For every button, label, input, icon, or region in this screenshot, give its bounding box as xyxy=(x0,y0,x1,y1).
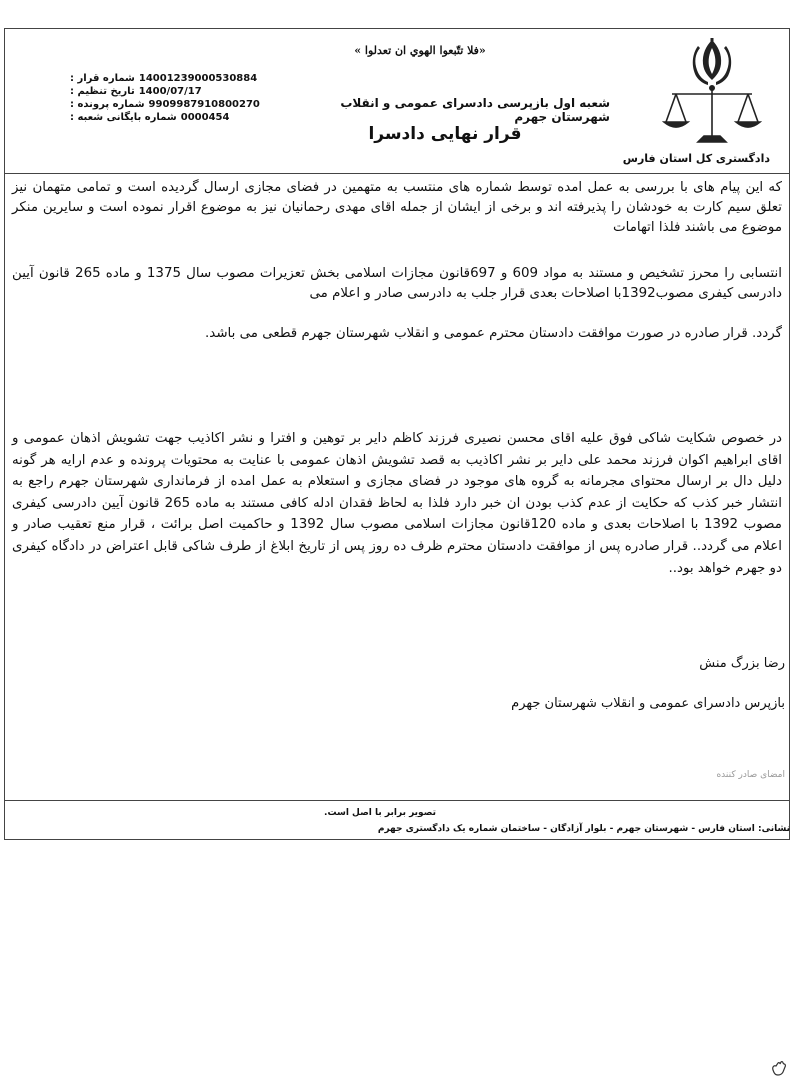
body-paragraph-2: انتسابی را محرز تشخیص و مستند به مواد 609 و 697قانون مجازات اسلامی بخش تعزیرات مصوب سال 1375 و ماده 265 قانون آیین دادرسی کیفری مصوب1392با اصلاحات بعدی قرار جلب به دادرسی صادر و اعلام می xyxy=(12,266,783,301)
signer-name: رضا بزرگ منش xyxy=(699,656,785,671)
meta-label: تاریخ تنظیم : xyxy=(70,86,135,97)
meta-label: شماره قرار : xyxy=(70,73,135,84)
body-paragraph-3: گردد. قرار صادره در صورت موافقت دادستان محترم عمومی و انقلاب شهرستان جهرم قطعی می باشد. xyxy=(205,326,782,341)
meta-row-case-number xyxy=(70,98,270,111)
hand-wave-icon xyxy=(770,1060,788,1076)
signer-title: بازپرس دادسرای عمومی و انقلاب شهرستان جهرم xyxy=(511,696,785,711)
header-divider xyxy=(4,173,790,174)
court-name: دادگستری کل استان فارس xyxy=(622,152,770,165)
copy-certification: تصویر برابر با اصل است. xyxy=(324,808,436,818)
meta-value: 14001239000530884 xyxy=(138,73,258,84)
meta-label: شماره بایگانی شعبه : xyxy=(70,112,177,123)
iran-emblem-scales-icon xyxy=(662,36,762,148)
meta-value: 1400/07/17 xyxy=(138,86,202,97)
document-meta xyxy=(70,72,270,124)
meta-value: 0000454 xyxy=(180,112,230,123)
court-address: نشانی: استان فارس - شهرستان جهرم - بلوار آزادگان - ساختمان شماره یک دادگستری جهرم xyxy=(377,824,790,834)
department-name: شعبه اول بازپرسی دادسرای عمومی و انقلاب شهرستان جهرم xyxy=(340,96,610,124)
meta-row-decision-number xyxy=(70,72,270,85)
meta-value: 9909987910800270 xyxy=(148,99,260,110)
document-title: قرار نهایی دادسرا xyxy=(368,124,522,144)
meta-row-issue-date xyxy=(70,85,270,98)
body-paragraph-4: در خصوص شکایت شاکی فوق علیه اقای محسن نصیری فرزند کاظم دایر بر توهین و افترا و نشر اکاذیب جهت تشویش اذهان عمومی و اقای ابراهیم اکوان فرزند محمد علی دایر بر نشر اکاذیب به قصد تشویش اذهان عمومی با عنایت به محتویات پرونده و عدم ارایه هر گونه دلیل دال بر ارسال محتوای مجرمانه به گروه های موجود در فضای مجازی و استعلام به عمل امده از فرمانداری شهرستان جهرم راجع به انتشار خبر کذب که حکایت از عدم کذب بودن ان خبر دارد فلذا به لحاظ فقدان ادله کافی مستند به ماده 265 قانون آیین دادرسی کیفری مصوب 1392 با اصلاحات بعدی و ماده 120قانون مجازات اسلامی مصوب سال 1392 و حاکمیت اصل برائت ، قرار منع تعقیب صادر و اعلام می گردد.. قرار صادره پس از موافقت دادستان محترم ظرف ده روز پس از تاریخ ابلاغ از طرف شاکی قابل اعتراض در دادگاه کیفری دو جهرم خواهد بود.. xyxy=(12,431,782,576)
signature-note: امضای صادر کننده xyxy=(716,770,785,780)
meta-row-archive-number xyxy=(70,111,270,124)
body-paragraph-1: که این پیام های با بررسی به عمل امده توسط شماره های منتسب به متهمین در فضای مجازی ارسال گردیده است و تمامی متهمان نیز تعلق سیم کارت به خودشان را پذیرفته اند و برخی از ایشان از جمله اقای مهدی رحمانیان نیز به موضوع اقرار نموده است و سایرین منکر موضوع می باشند فلذا اتهامات xyxy=(12,180,782,235)
footer-divider xyxy=(4,800,790,801)
header-verse: «فلا تتّبعوا الهوي ان تعدلوا » xyxy=(354,44,486,57)
meta-label: شماره پرونده : xyxy=(70,99,145,110)
